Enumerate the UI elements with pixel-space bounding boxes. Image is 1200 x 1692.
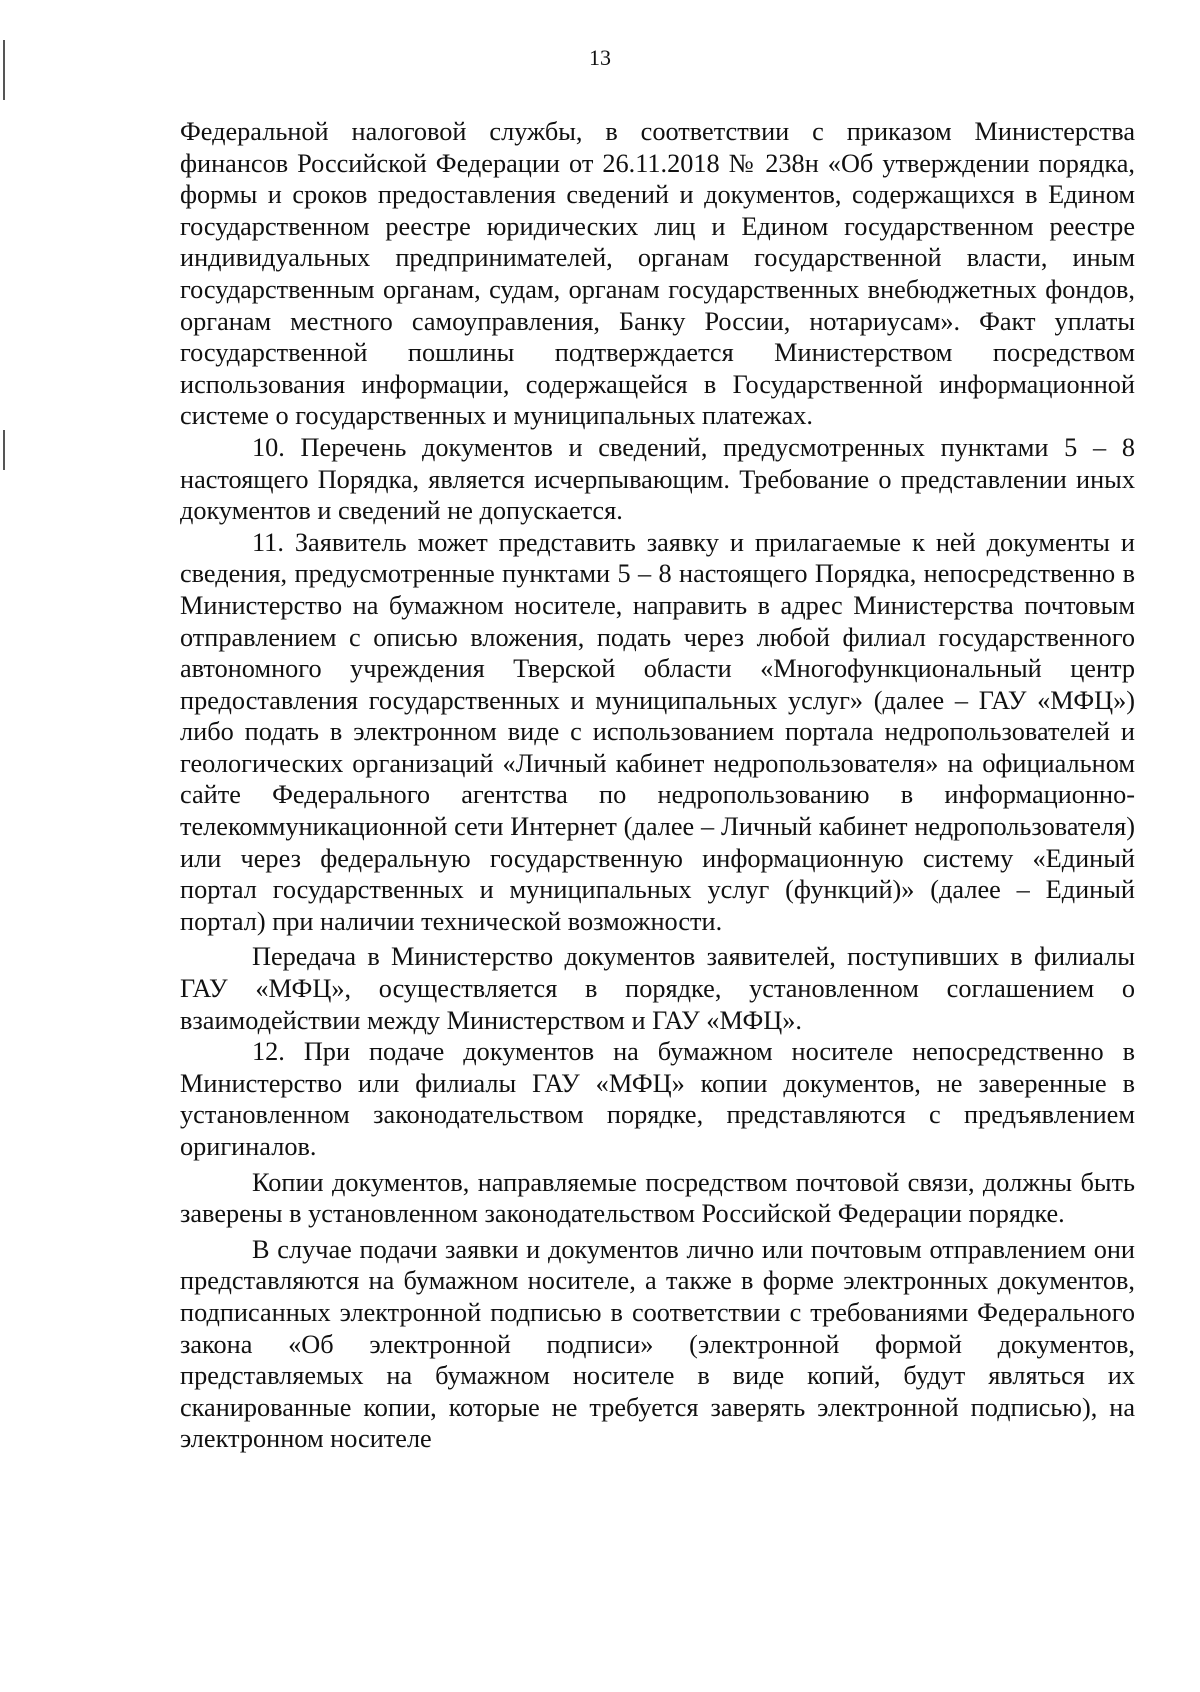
page-number: 13 <box>589 45 611 70</box>
scan-edge-mark <box>3 430 5 470</box>
paragraph-transfer: Передача в Министерство документов заявителей, поступивших в филиалы ГАУ «МФЦ», осуществляется в порядке, установленном соглашением о взаимодействии между Министерством и ГАУ «МФЦ». <box>180 942 1135 1035</box>
paragraph-item-12: 12. При подаче документов на бумажном носителе непосредственно в Министерство или филиалы ГАУ «МФЦ» копии документов, не заверенные в установленном законодательством порядке, представляются с предъявлением оригиналов. <box>180 1037 1135 1161</box>
paragraph-item-11: 11. Заявитель может представить заявку и прилагаемые к ней документы и сведения, предусмотренные пунктами 5 – 8 настоящего Порядка, непосредственно в Министерство на бумажном носителе, направить в адрес Министерства почтовым отправлением с описью вложения, подать через любой филиал государственного автономного учреждения Тверской области «Многофункциональный центр предоставления государственных и муниципальных услуг» (далее – ГАУ «МФЦ») либо подать в электронном виде с использованием портала недропользователей и геологических организаций «Личный кабинет недропользователя» на официальном сайте Федерального агентства по недропользованию в информационно-телекоммуникационной сети Интернет (далее – Личный кабинет недропользователя) или через федеральную государственную информационную систему «Единый портал государственных и муниципальных услуг (функций)» (далее – Единый портал) при наличии технической возможности. <box>180 527 1135 936</box>
paragraph-continuation: Федеральной налоговой службы, в соответствии с приказом Министерства финансов Российской Федерации от 26.11.2018 № 238н «Об утверждении порядка, формы и сроков предоставления сведений и документов, содержащихся в Едином государственном реестре юридических лиц и Едином государственном реестре индивидуальных предпринимателей, органам государственной власти, иным государственным органам, судам, органам государственных внебюджетных фондов, органам местного самоуправления, Банку России, нотариусам». Факт уплаты государственной пошлины подтверждается Министерством посредством использования информации, содержащейся в Государственной информационной системе о государственных и муниципальных платежах. <box>180 117 1135 431</box>
paragraph-item-10: 10. Перечень документов и сведений, предусмотренных пунктами 5 – 8 настоящего Порядка, является исчерпывающим. Требование о представлении иных документов и сведений не допускается. <box>180 432 1135 526</box>
paragraph-submission: В случае подачи заявки и документов лично или почтовым отправлением они представляются на бумажном носителе, а также в форме электронных документов, подписанных электронной подписью в соответствии с требованиями Федерального закона «Об электронной подписи» (электронной формой документов, представляемых на бумажном носителе в виде копий, будут являться их сканированные копии, которые не требуется заверять электронной подписью), на электронном носителе <box>180 1234 1135 1454</box>
document-body <box>180 116 1135 1455</box>
paragraph-copies: Копии документов, направляемые посредством почтовой связи, должны быть заверены в установленном законодательством Российской Федерации порядке. <box>180 1167 1135 1229</box>
